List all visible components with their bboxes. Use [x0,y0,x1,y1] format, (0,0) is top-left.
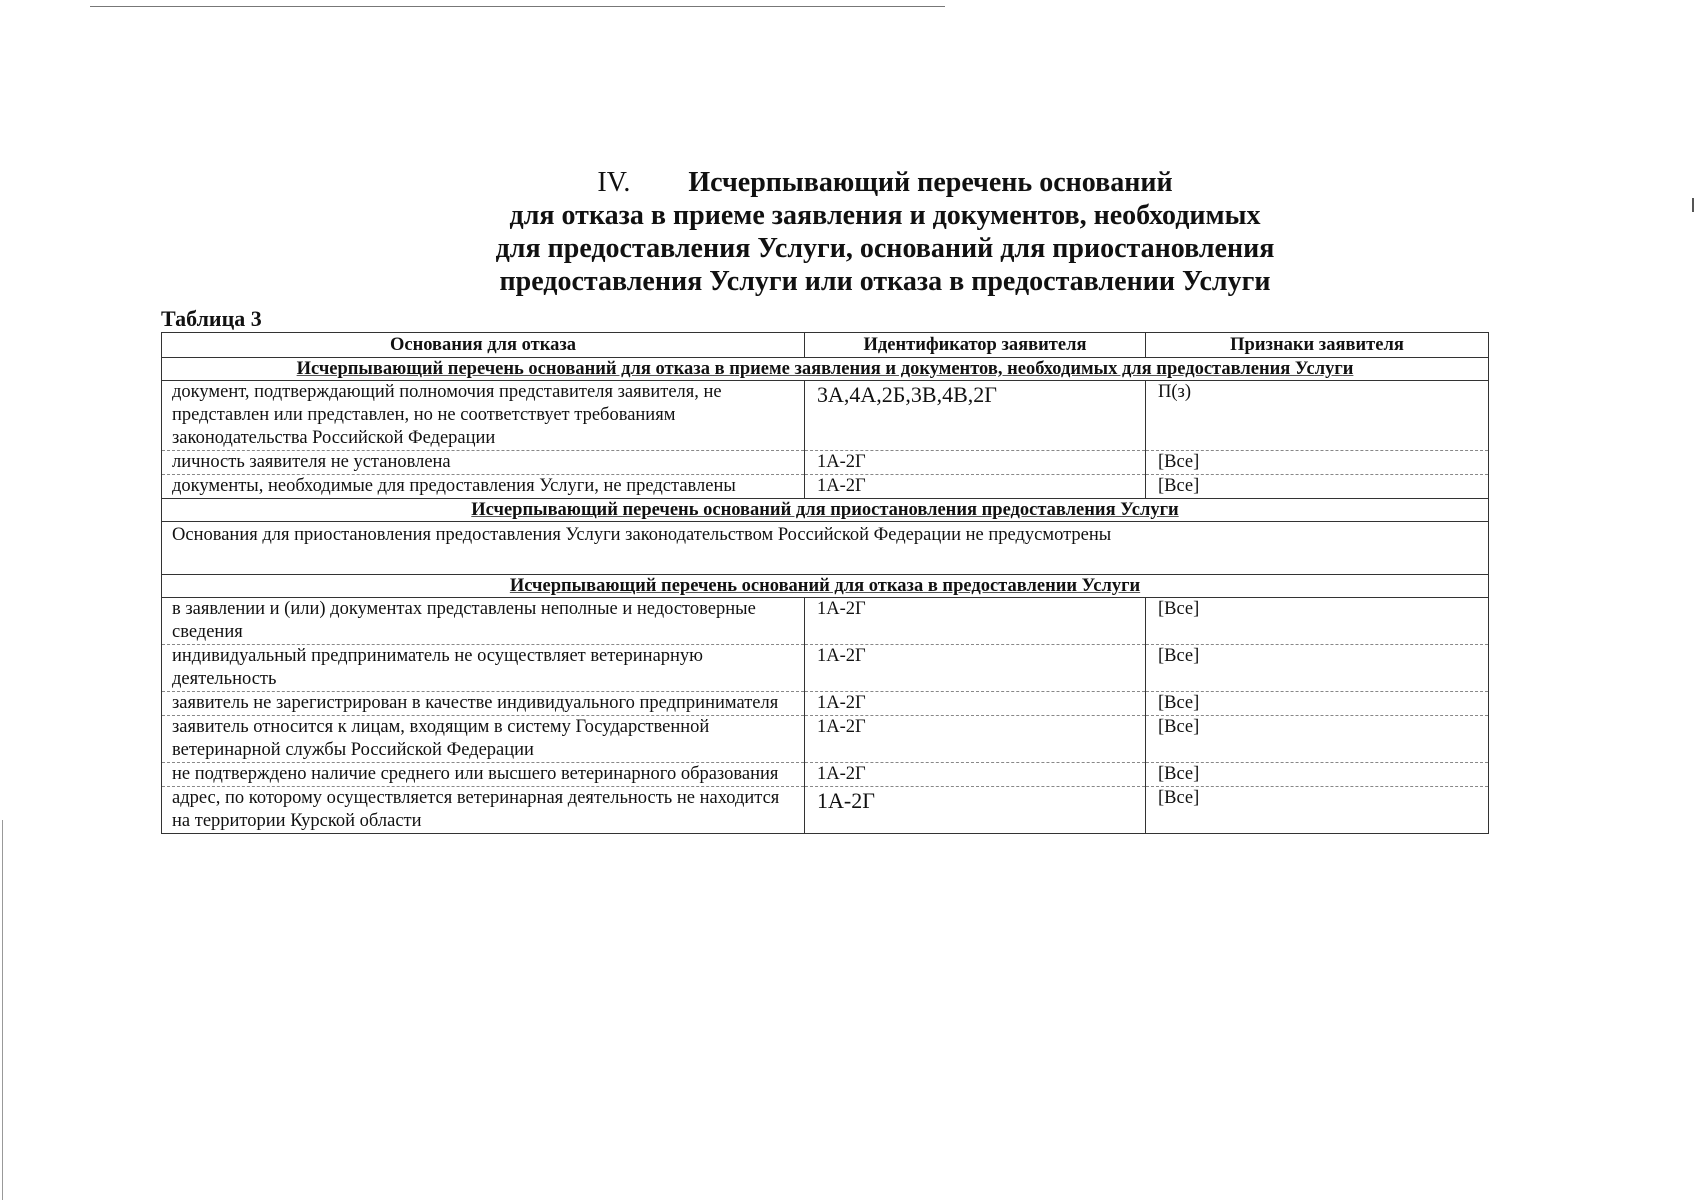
table-row [162,787,1489,834]
column-header-reason: Основания для отказа [162,333,805,358]
section-title: Исчерпывающий перечень оснований для приостановления предоставления Услуги [162,499,1489,522]
table-row [162,381,1489,451]
table-row [162,716,1489,763]
heading-line-4: предоставления Услуги или отказа в предоставлении Услуги [499,266,1271,297]
reason-cell: заявитель не зарегистрирован в качестве индивидуального предпринимателя [162,692,805,716]
table-row [162,598,1489,645]
column-header-signs: Признаки заявителя [1146,333,1489,358]
identifier-cell: 1А-2Г [805,451,1146,475]
reason-cell: в заявлении и (или) документах представлены неполные и недостоверные сведения [162,598,805,645]
reason-cell: документ, подтверждающий полномочия представителя заявителя, не представлен или представлен, но не соответствует требованиям законодательства Российской Федерации [162,381,805,451]
table-row [162,451,1489,475]
table-caption: Таблица 3 [161,306,262,331]
signs-cell: [Все] [1146,451,1489,475]
heading-numeral: IV. [597,167,631,198]
section-title: Исчерпывающий перечень оснований для отказа в предоставлении Услуги [162,575,1489,598]
section-row-refusal-acceptance [162,358,1489,381]
signs-cell: [Все] [1146,787,1489,834]
identifier-cell: 1А-2Г [805,598,1146,645]
table-row [162,475,1489,499]
section-title: Исчерпывающий перечень оснований для отказа в приеме заявления и документов, необходимых для предоставления Услуги [162,358,1489,381]
identifier-cell: 1А-2Г [805,787,1146,834]
scan-border-line-top [90,6,945,7]
grounds-table [161,332,1489,834]
column-header-identifier: Идентификатор заявителя [805,333,1146,358]
section-row-suspension [162,499,1489,522]
signs-cell: [Все] [1146,763,1489,787]
suspension-note-row [162,522,1489,575]
identifier-cell: 1А-2Г [805,716,1146,763]
identifier-cell: 1А-2Г [805,645,1146,692]
table-row [162,645,1489,692]
signs-cell: [Все] [1146,475,1489,499]
identifier-cell: 1А-2Г [805,692,1146,716]
section-heading [400,166,1370,298]
reason-cell: индивидуальный предприниматель не осуществляет ветеринарную деятельность [162,645,805,692]
table-row [162,763,1489,787]
heading-line-2: для отказа в приеме заявления и документов, необходимых [509,200,1261,231]
identifier-cell: 1А-2Г [805,763,1146,787]
reason-cell: личность заявителя не установлена [162,451,805,475]
identifier-cell: 1А-2Г [805,475,1146,499]
heading-text-1: Исчерпывающий перечень оснований [688,167,1173,198]
signs-cell: [Все] [1146,645,1489,692]
signs-cell: [Все] [1146,692,1489,716]
table-row [162,692,1489,716]
reason-cell: адрес, по которому осуществляется ветеринарная деятельность не находится на территории Курской области [162,787,805,834]
table-header-row [162,333,1489,358]
signs-cell: [Все] [1146,716,1489,763]
section-row-refusal-provision [162,575,1489,598]
suspension-note: Основания для приостановления предоставления Услуги законодательством Российской Федерации не предусмотрены [162,522,1489,575]
reason-cell: заявитель относится к лицам, входящим в систему Государственной ветеринарной службы Российской Федерации [162,716,805,763]
heading-line-1 [400,166,1370,199]
scan-artifact-mark [1692,198,1694,212]
reason-cell: не подтверждено наличие среднего или высшего ветеринарного образования [162,763,805,787]
scan-border-line-left [2,820,3,1200]
reason-cell: документы, необходимые для предоставления Услуги, не представлены [162,475,805,499]
signs-cell: П(з) [1146,381,1489,451]
identifier-cell: 3А,4А,2Б,3В,4В,2Г [805,381,1146,451]
signs-cell: [Все] [1146,598,1489,645]
heading-line-3: для предоставления Услуги, оснований для приостановления [495,233,1275,264]
